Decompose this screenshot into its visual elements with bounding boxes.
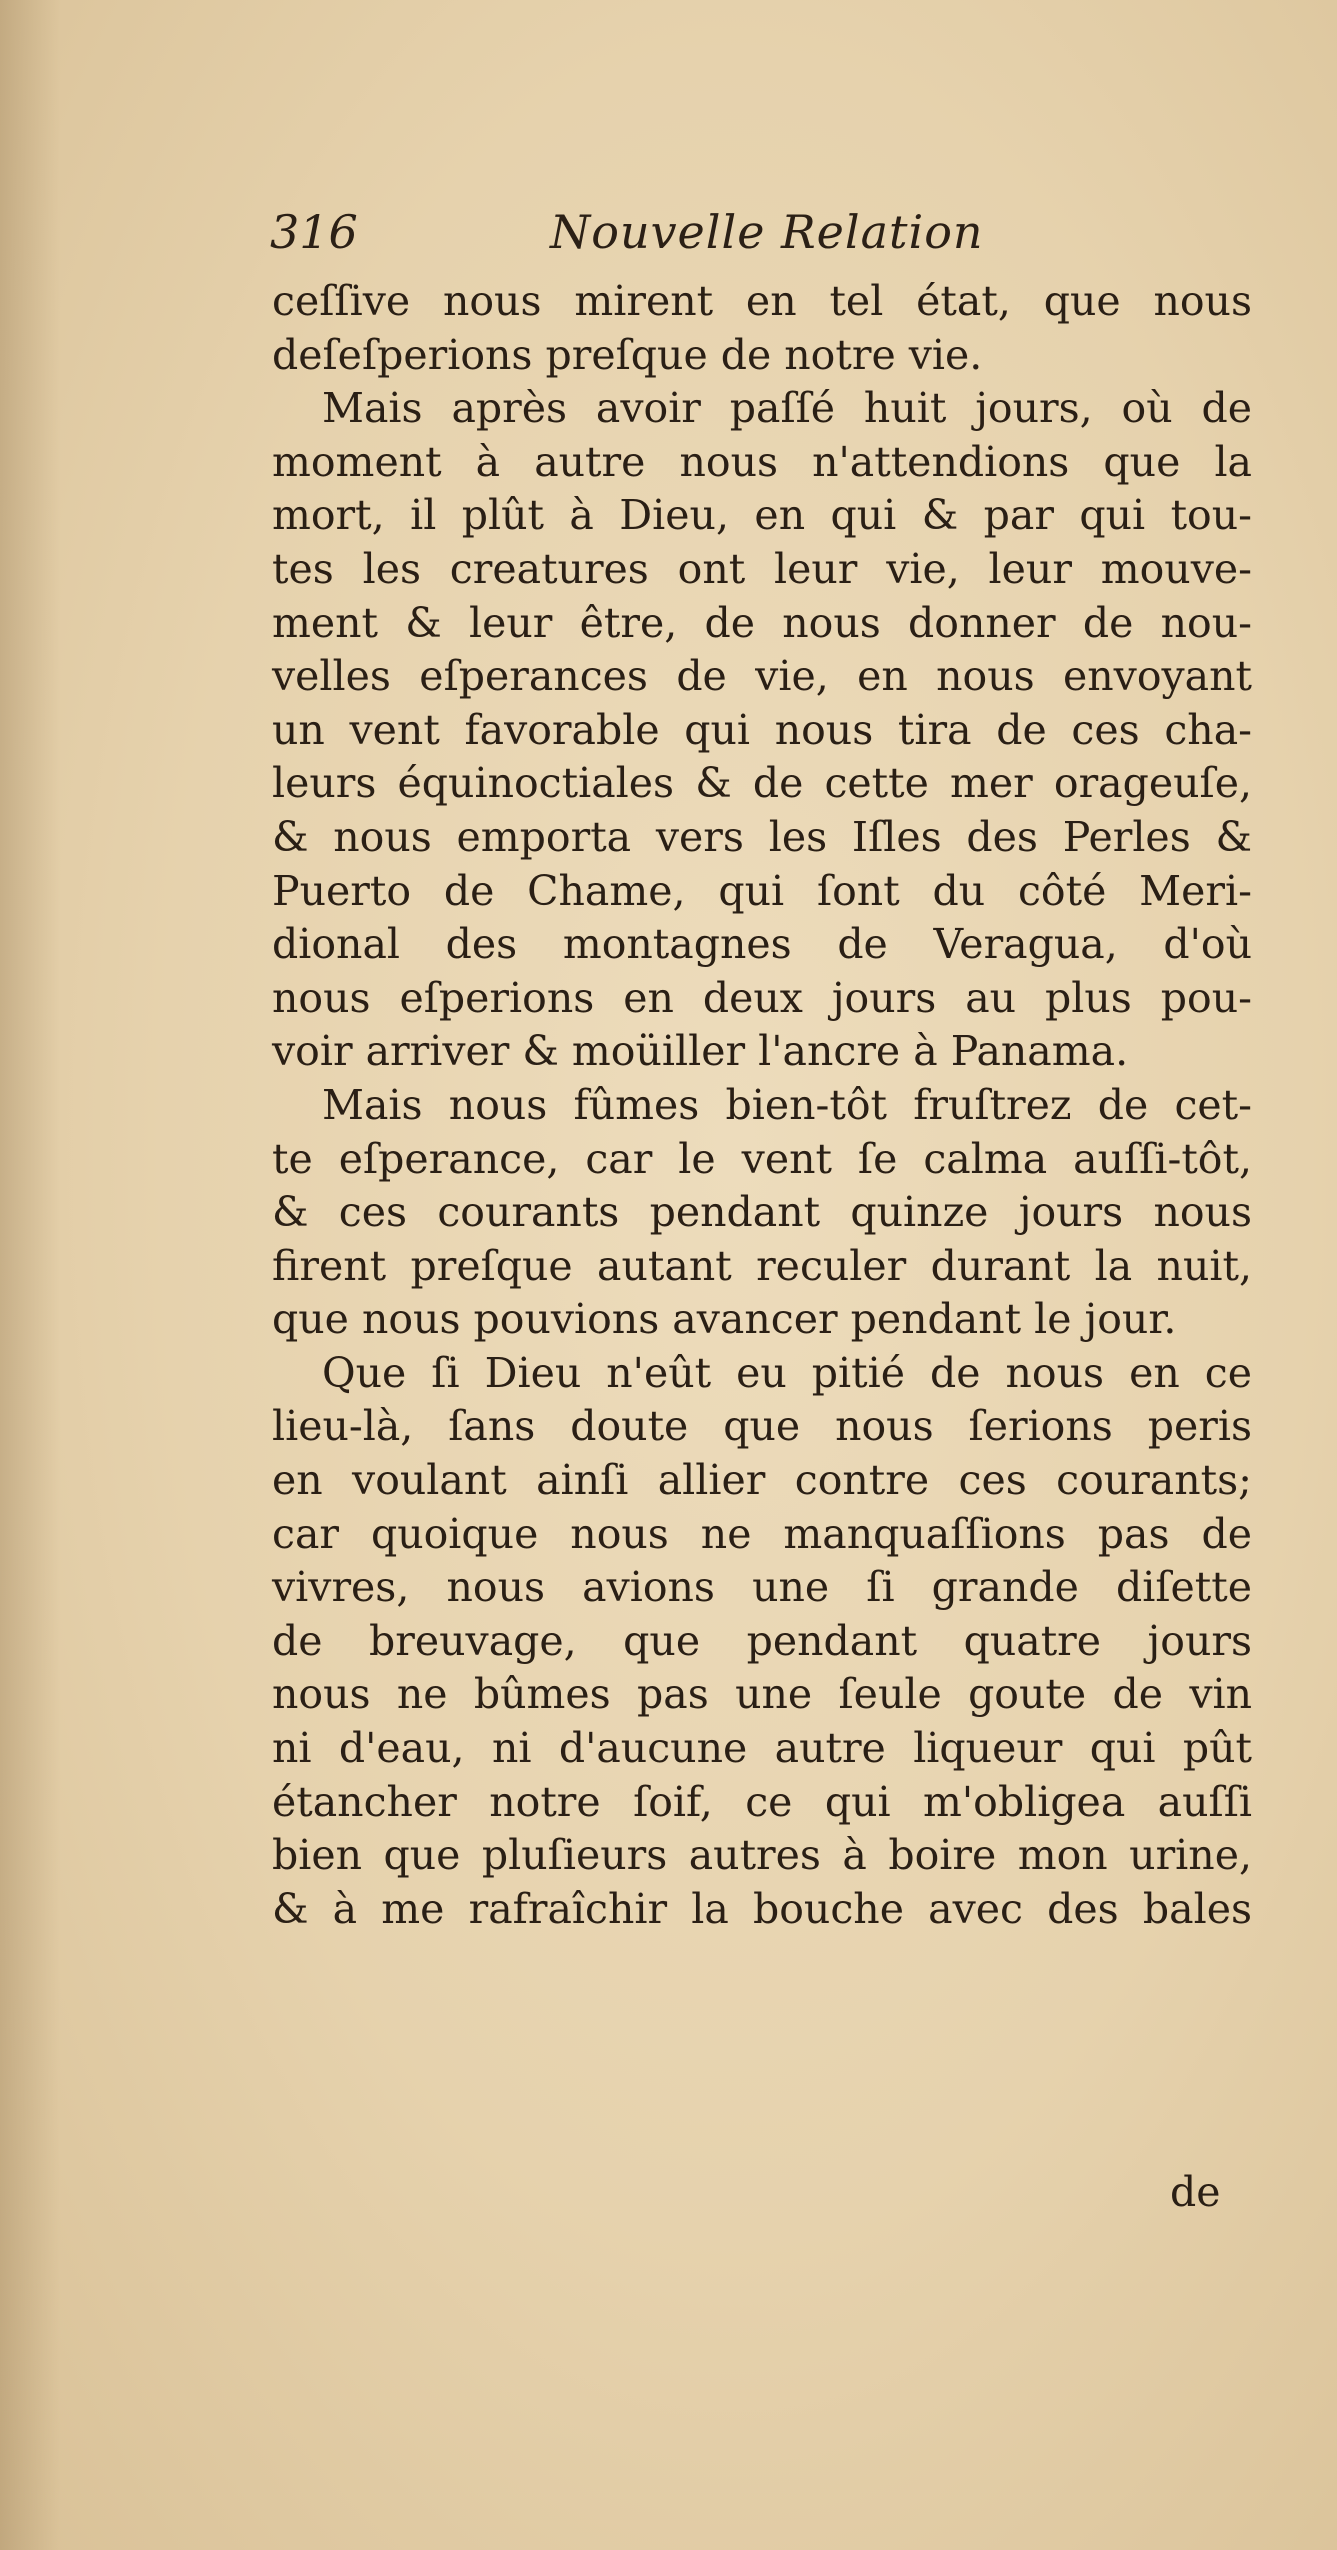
text-line: nous eſperions en deux jours au plus pou-: [272, 973, 1252, 1022]
text-line: voir arriver & moüiller l'ancre à Panama.: [272, 1027, 1129, 1076]
running-title: Nouvelle Relation: [550, 205, 984, 259]
text-line: firent preſque autant reculer durant la nuit,: [272, 1241, 1252, 1290]
text-line: lieu-là, ſans doute que nous ſerions peris: [272, 1402, 1252, 1451]
text-line: te eſperance, car le vent ſe calma auſſi-tôt,: [272, 1134, 1252, 1183]
text-line: ceſſive nous mirent en tel état, que nous: [272, 277, 1252, 325]
text-line: en voulant ainſi allier contre ces courants;: [272, 1456, 1252, 1505]
text-line: de breuvage, que pendant quatre jours: [272, 1616, 1252, 1665]
catchword: de: [1170, 2168, 1221, 2216]
body-text: [272, 275, 1252, 1936]
text-line: & nous emporta vers les Iſles des Perles &: [272, 812, 1252, 861]
text-line: velles eſperances de vie, en nous envoyant: [272, 652, 1252, 701]
text-line: tes les creatures ont leur vie, leur mouve-: [272, 544, 1252, 593]
text-line: Puerto de Chame, qui ſont du côté Meri-: [272, 866, 1252, 915]
text-line: nous ne bûmes pas une ſeule goute de vin: [272, 1670, 1252, 1719]
text-line: que nous pouvions avancer pendant le jour.: [272, 1295, 1177, 1344]
text-line: étancher notre ſoif, ce qui m'obligea auſſi: [272, 1777, 1252, 1826]
text-line: vivres, nous avions une ſi grande diſette: [272, 1563, 1252, 1612]
text-line: leurs équinoctiales & de cette mer orageuſe,: [272, 759, 1252, 808]
text-line: mort, il plût à Dieu, en qui & par qui tou-: [272, 491, 1252, 540]
text-line: Que ſi Dieu n'eût eu pitié de nous en ce: [322, 1348, 1252, 1397]
page-number: 316: [270, 205, 358, 259]
text-line: bien que pluſieurs autres à boire mon urine,: [272, 1831, 1252, 1880]
text-line: Mais nous fûmes bien-tôt fruſtrez de cet-: [322, 1080, 1252, 1129]
text-line: ni d'eau, ni d'aucune autre liqueur qui pût: [272, 1724, 1252, 1773]
text-line: & à me rafraîchir la bouche avec des bales: [272, 1884, 1252, 1933]
page-header: [250, 205, 1260, 275]
text-line: car quoique nous ne manquaſſions pas de: [272, 1509, 1252, 1558]
text-line: Mais après avoir paſſé huit jours, où de: [322, 384, 1252, 433]
text-line: ment & leur être, de nous donner de nou-: [272, 598, 1252, 647]
text-line: moment à autre nous n'attendions que la: [272, 437, 1252, 486]
text-line: & ces courants pendant quinze jours nous: [272, 1188, 1252, 1237]
text-line: dional des montagnes de Veragua, d'où: [272, 920, 1252, 969]
gutter-shadow: [0, 0, 60, 2550]
text-line: deſeſperions preſque de notre vie.: [272, 330, 983, 379]
text-line: un vent favorable qui nous tira de ces cha-: [272, 705, 1252, 754]
